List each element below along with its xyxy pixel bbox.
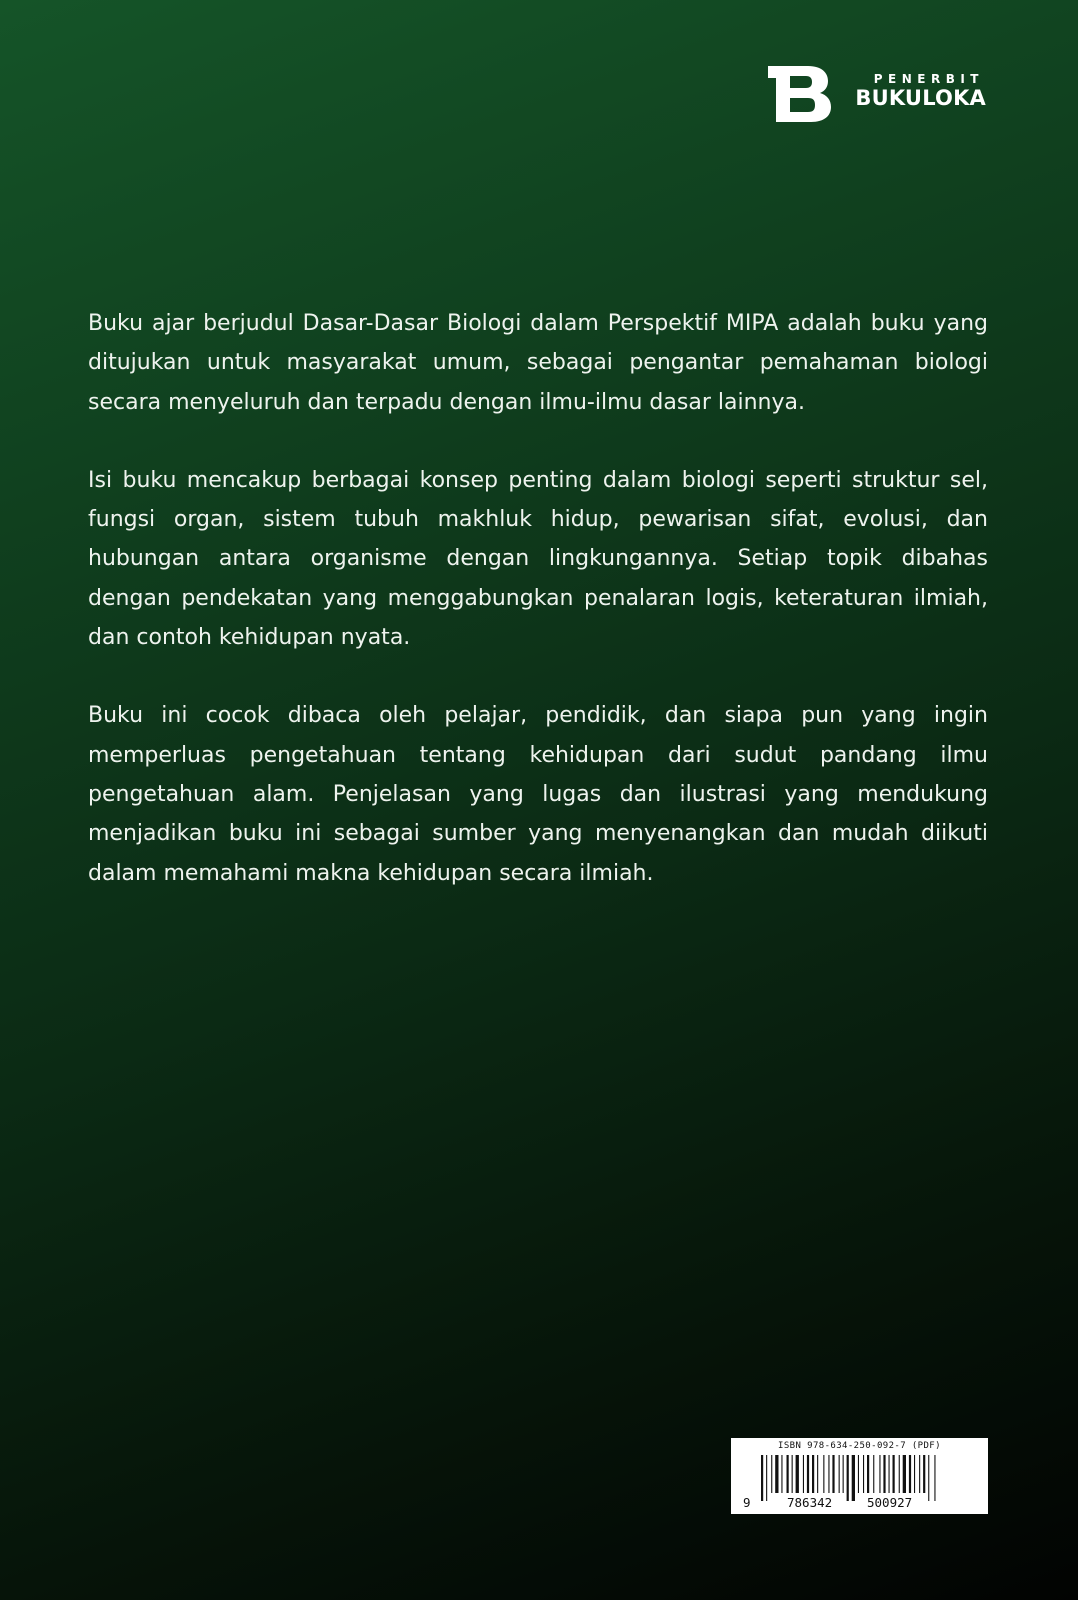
barcode-bar xyxy=(817,1455,818,1493)
barcode-bar xyxy=(899,1455,900,1493)
barcode-bar xyxy=(812,1455,814,1493)
barcode-bar xyxy=(863,1455,864,1493)
barcode-bar xyxy=(914,1455,915,1493)
barcode-bar xyxy=(923,1455,925,1493)
barcode-bar xyxy=(775,1455,778,1493)
barcode-bar xyxy=(828,1455,829,1493)
publisher-logo xyxy=(768,64,988,124)
barcode-digits-left: 786342 xyxy=(787,1495,833,1510)
barcode-bar xyxy=(934,1455,935,1501)
barcode-bar xyxy=(919,1455,920,1493)
logo-publisher-label: PENERBIT xyxy=(873,72,984,86)
barcode-bar xyxy=(873,1455,874,1493)
barcode-bar xyxy=(843,1455,844,1493)
barcode-bar xyxy=(889,1455,890,1493)
logo-brand-name: BUKULOKA xyxy=(855,86,986,110)
book-blurb xyxy=(88,304,988,932)
barcode-bar xyxy=(823,1455,824,1493)
isbn-label: ISBN 978-634-250-092-7 (PDF) xyxy=(778,1441,941,1451)
barcode-bar xyxy=(909,1455,911,1493)
barcode-bar xyxy=(879,1455,880,1493)
barcode-bar xyxy=(796,1455,799,1493)
barcode-bar xyxy=(781,1455,782,1493)
barcode-bar xyxy=(766,1455,767,1501)
barcode-bar xyxy=(867,1455,869,1493)
barcode-bar xyxy=(852,1455,855,1501)
blurb-paragraph-1: Buku ajar berjudul Dasar-Dasar Biologi dalam Perspektif MIPA adalah buku yang ditujukan untuk masyarakat umum, sebagai pengantar pemahaman biologi secara menyeluruh dan terpadu dengan ilmu-ilmu dasar lainnya. xyxy=(88,311,988,415)
blurb-paragraph-2: Isi buku mencakup berbagai konsep penting dalam biologi seperti struktur sel, fungsi organ, sistem tubuh makhluk hidup, pewarisan sifat, evolusi, dan hubungan antara organisme dengan lingkungannya. Setiap topik dibahas dengan pendekatan yang menggabungkan penalaran logis, keteraturan ilmiah, dan contoh kehidupan nyata. xyxy=(88,467,988,651)
barcode-bar xyxy=(847,1455,849,1501)
barcode-bar xyxy=(883,1455,885,1493)
barcode-bar xyxy=(771,1455,772,1493)
barcode-bar xyxy=(839,1455,840,1493)
barcode-digit-lead: 9 xyxy=(743,1495,751,1510)
barcode-bar xyxy=(787,1455,789,1493)
barcode-bar xyxy=(893,1455,895,1493)
barcode-bar xyxy=(903,1455,906,1493)
barcode-bar xyxy=(803,1455,804,1493)
blurb-paragraph-3: Buku ini cocok dibaca oleh pelajar, pendidik, dan siapa pun yang ingin memperluas pengetahuan tentang kehidupan dari sudut pandang ilmu pengetahuan alam. Penjelasan yang lugas dan ilustrasi yang mendukung menjadikan buku ini sebagai sumber yang menyenangkan dan mudah diikuti dalam memahami makna kehidupan secara ilmiah. xyxy=(88,703,988,886)
barcode-bar xyxy=(807,1455,809,1493)
isbn-barcode xyxy=(731,1438,988,1514)
barcode-bar xyxy=(761,1455,763,1501)
barcode-bar xyxy=(792,1455,793,1493)
barcode-bar xyxy=(858,1455,859,1493)
barcode-bar xyxy=(928,1455,929,1501)
barcode-digits-right: 500927 xyxy=(867,1495,913,1510)
barcode-bar xyxy=(832,1455,834,1493)
letter-b-logo-icon xyxy=(768,66,832,122)
